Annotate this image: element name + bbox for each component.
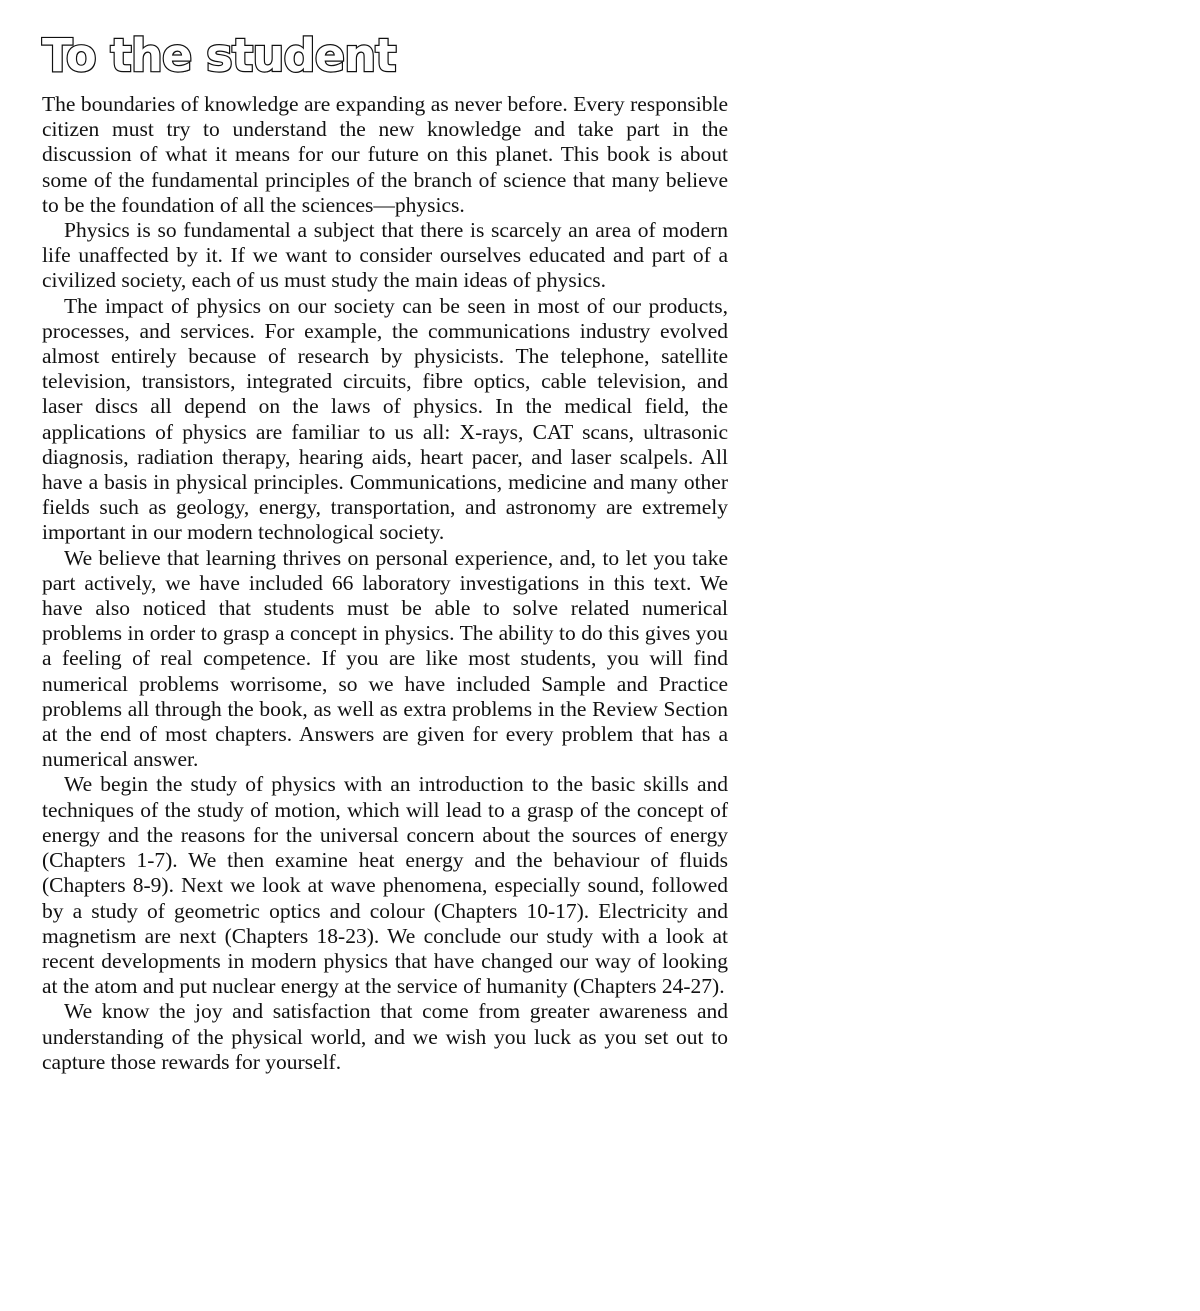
paragraph-3: The impact of physics on our society can be seen in most of our products, processes, and services. For example, the communications industry evolved almost entirely because of research by physicists. The telephone, satellite television, transistors, integrated circuits, fibre optics, cable television, and laser discs all depend on the laws of physics. In the medical field, the applications of physics are familiar to us all: X-rays, CAT scans, ultrasonic diagnosis, radiation therapy, hearing aids, heart pacer, and laser scalpels. All have a basis in physical principles. Communications, medicine and many other fields such as geology, energy, transportation, and astronomy are extremely important in our modern technological society. [42,293,728,545]
paragraph-1: The boundaries of knowledge are expanding as never before. Every responsible citizen must try to understand the new knowledge and take part in the discussion of what it means for our future on this planet. This book is about some of the fundamental principles of the branch of science that many believe to be the foundation of all the sciences—physics. [42,92,728,217]
paragraph-4: We believe that learning thrives on personal experience, and, to let you take part actively, we have included 66 laboratory investigations in this text. We have also noticed that students must be able to solve related numerical problems in order to grasp a concept in physics. The ability to do this gives you a feeling of real competence. If you are like most students, you will find numerical problems worrisome, so we have included Sample and Practice problems all through the book, as well as extra problems in the Review Section at the end of most chapters. Answers are given for every problem that has a numerical answer. [42,545,728,772]
paragraph-6: We know the joy and satisfaction that come from greater awareness and understanding of the physical world, and we wish you luck as you set out to capture those rewards for yourself. [42,999,728,1074]
paragraph-5: We begin the study of physics with an introduction to the basic skills and techniques of the study of motion, which will lead to a grasp of the concept of energy and the reasons for the universal concern about the sources of energy (Chapters 1-7). We then examine heat energy and the behaviour of fluids (Chapters 8-9). Next we look at wave phenomena, especially sound, followed by a study of geometric optics and colour (Chapters 10-17). Electricity and magnetism are next (Chapters 18-23). We conclude our study with a look at recent developments in modern physics that have changed our way of looking at the atom and put nuclear energy at the service of humanity (Chapters 24-27). [42,772,728,999]
page-title: To the student [42,29,396,82]
paragraph-2: Physics is so fundamental a subject that there is scarcely an area of modern life unaffected by it. If we want to consider ourselves educated and part of a civilized society, each of us must study the main ideas of physics. [42,218,728,293]
document-page [42,28,728,1075]
